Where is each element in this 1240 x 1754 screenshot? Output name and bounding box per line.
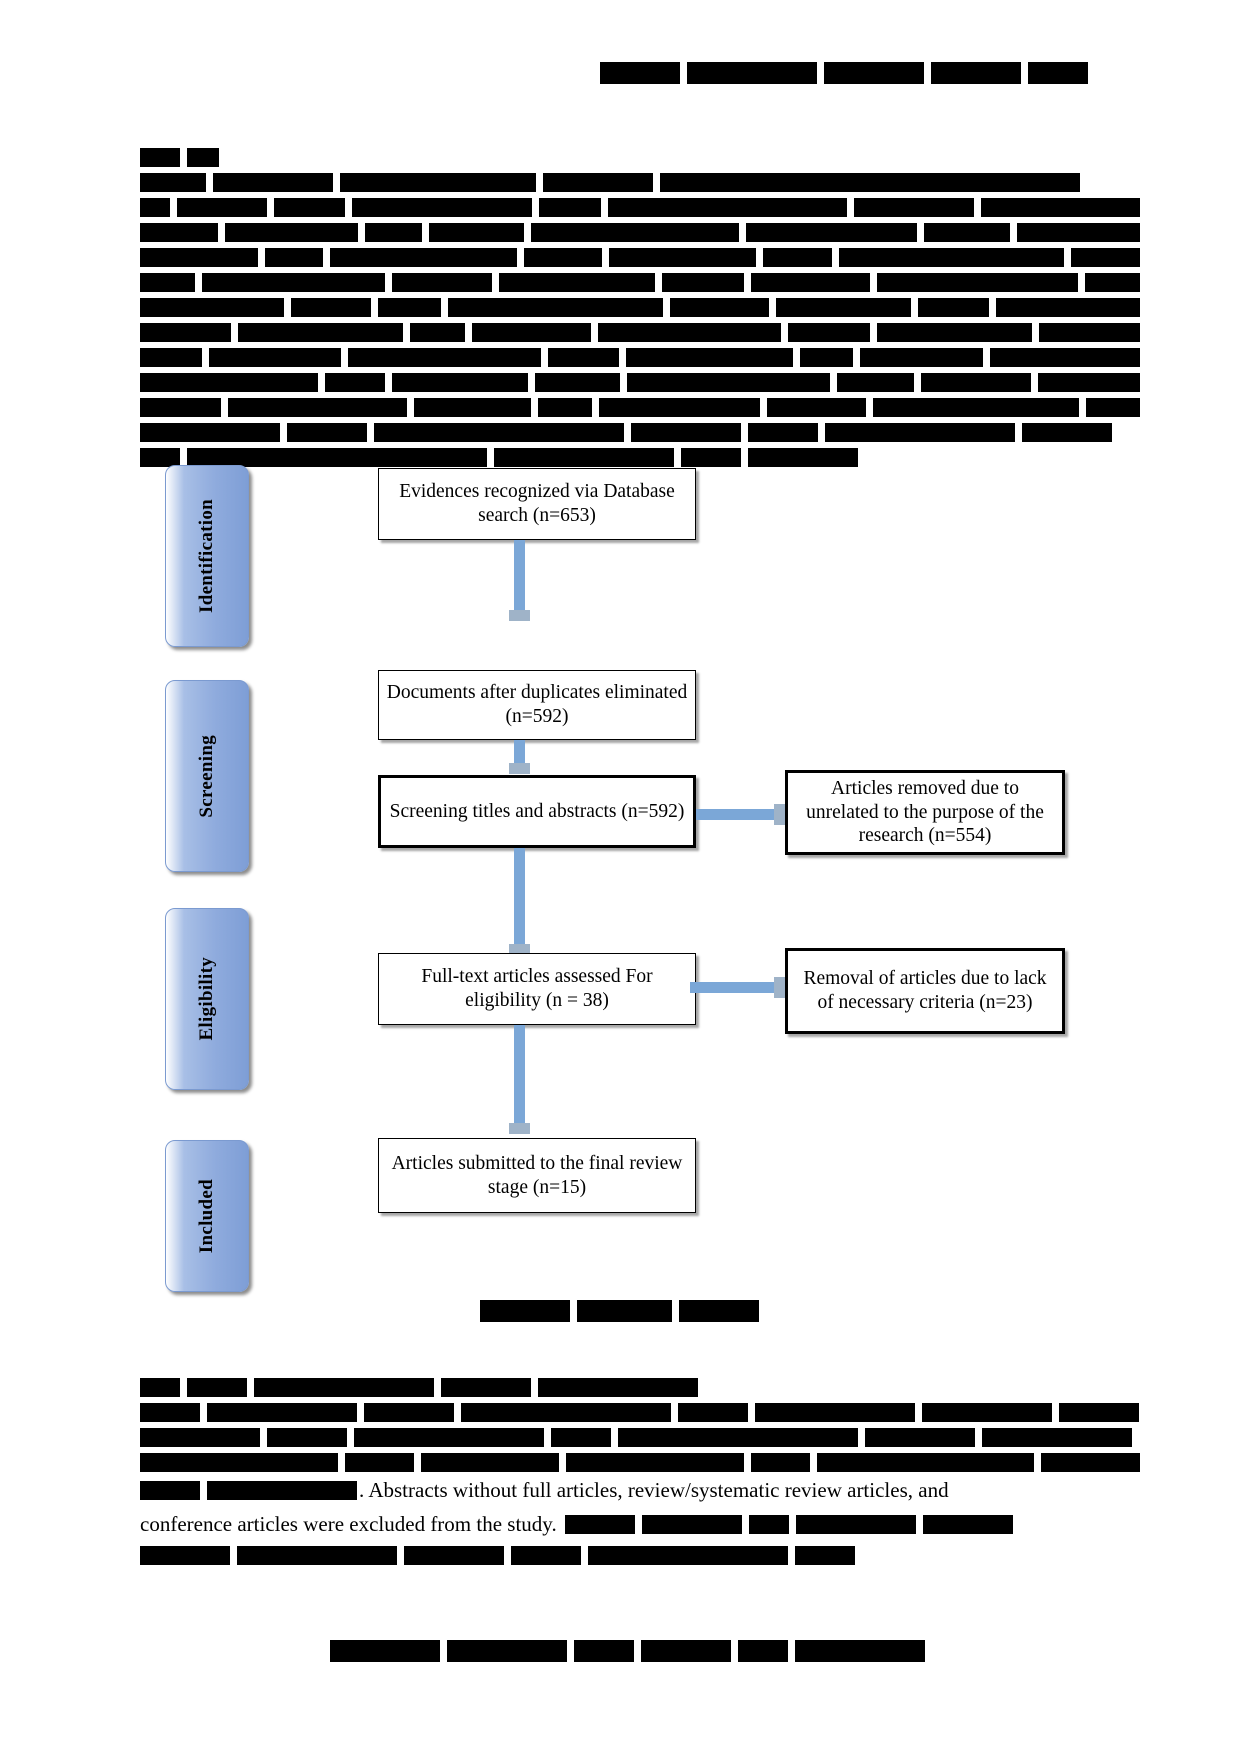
arrow-head-icon (509, 1123, 530, 1134)
box-excluded-criteria (785, 948, 1065, 1034)
redacted-inline-3 (565, 1515, 635, 1534)
visible-sentence-row-1 (140, 1478, 1140, 1503)
arrow-head-icon (774, 977, 785, 998)
arrow-fulltext-to-excluded2 (690, 982, 776, 993)
box-excluded-unrelated (785, 770, 1065, 855)
arrow-head-icon (509, 610, 530, 621)
arrow-screening-to-excluded1 (696, 809, 776, 820)
stage-label-screening (165, 680, 249, 872)
redacted-inline-1 (140, 1481, 200, 1500)
box-screening-titles-abstracts-text: Screening titles and abstracts (n=592) (389, 800, 685, 822)
arrow-head-icon (509, 763, 530, 774)
redacted-paragraph-bottom (140, 1378, 1140, 1478)
box-after-duplicates (378, 670, 696, 740)
prisma-flow-diagram (0, 480, 1240, 1300)
redacted-paragraph-bottom-tail (140, 1546, 1140, 1571)
arrow-identified-to-duplicates (514, 540, 525, 612)
redacted-footer-caption (330, 1640, 950, 1668)
redacted-inline-7 (923, 1515, 1013, 1534)
box-included-final-text: Articles submitted to the final review stage (n=15) (391, 1152, 683, 1198)
box-excluded-criteria-text: Removal of articles due to lack of necessary criteria (n=23) (803, 968, 1047, 1013)
box-after-duplicates-text: Documents after duplicates eliminated (n=592) (386, 682, 688, 727)
arrow-screening-to-fulltext (514, 848, 525, 946)
redacted-title (600, 62, 1110, 90)
redacted-inline-6 (796, 1515, 916, 1534)
visible-sentence-row-2 (140, 1512, 1150, 1537)
redacted-inline-2 (207, 1481, 357, 1500)
arrow-fulltext-to-included (514, 1025, 525, 1125)
arrow-head-icon (774, 804, 785, 825)
redacted-figure-caption (480, 1300, 800, 1328)
box-evidences-identified-text: Evidences recognized via Database search (n=653) (399, 481, 675, 526)
visible-sentence-2: conference articles were excluded from the study. (140, 1512, 557, 1536)
redacted-inline-4 (642, 1515, 742, 1534)
stage-label-eligibility (165, 908, 249, 1090)
box-evidences-identified (378, 468, 696, 540)
box-fulltext-assessed-text: Full-text articles assessed For eligibility (n = 38) (421, 966, 653, 1011)
redacted-inline-5 (749, 1515, 789, 1534)
stage-label-included-text: Included (196, 1178, 217, 1254)
visible-sentence-1: . Abstracts without full articles, review/systematic review articles, and (359, 1478, 949, 1502)
box-fulltext-assessed (378, 953, 696, 1025)
box-screening-titles-abstracts (378, 775, 696, 848)
box-excluded-unrelated-text: Articles removed due to unrelated to the purpose of the research (n=554) (806, 777, 1044, 847)
redacted-paragraph-top (140, 148, 1140, 473)
stage-label-screening-text: Screening (196, 734, 217, 818)
arrow-duplicates-to-screening (514, 740, 525, 765)
stage-label-identification-text: Identification (196, 499, 217, 613)
stage-label-included (165, 1140, 249, 1292)
box-included-final (378, 1138, 696, 1213)
stage-label-eligibility-text: Eligibility (196, 957, 217, 1041)
stage-label-identification (165, 465, 249, 647)
